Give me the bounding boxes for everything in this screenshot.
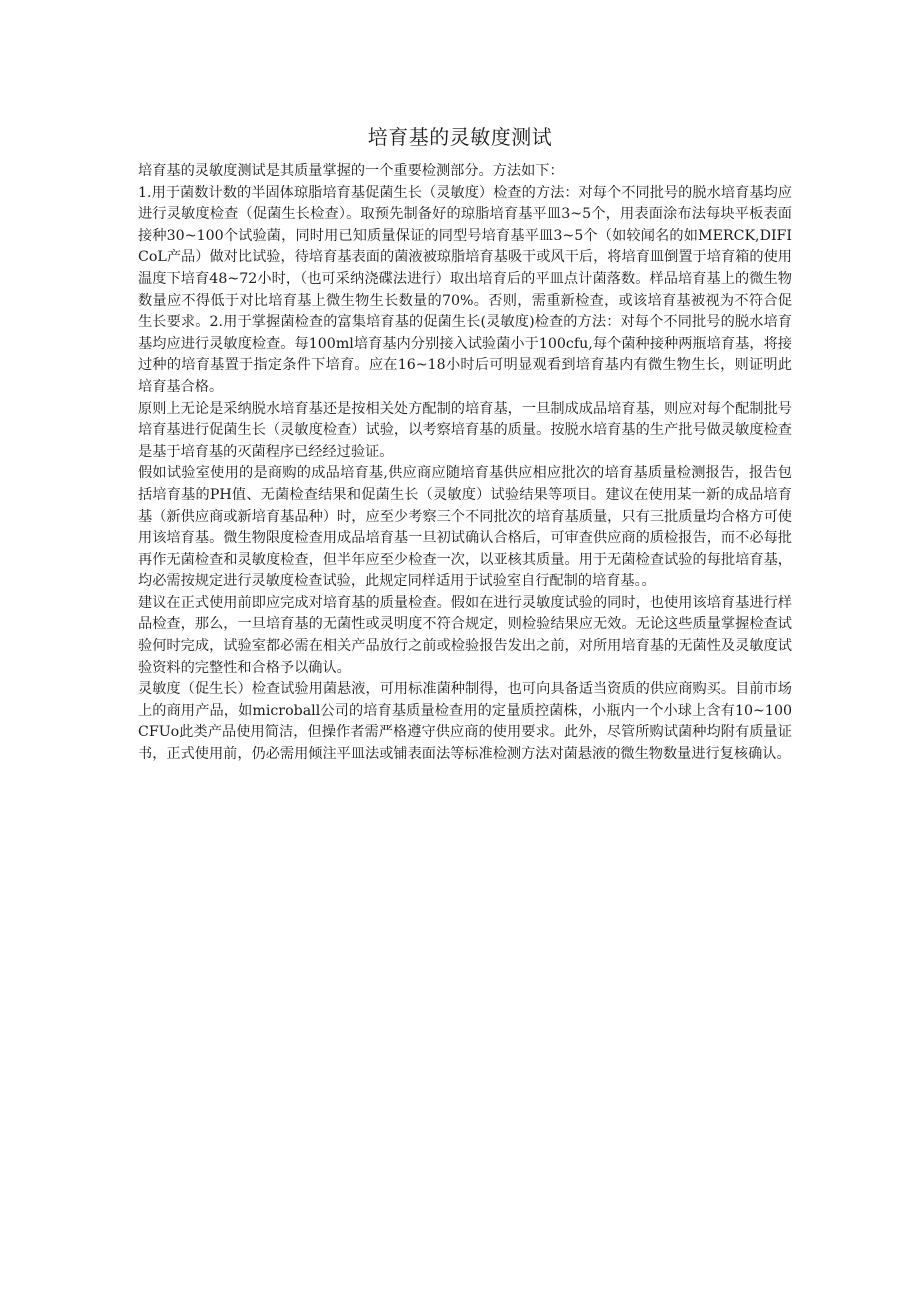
document-title: 培育基的灵敏度测试 (367, 125, 553, 149)
paragraph-methods: 1.用于菌数计数的半固体琼脂培育基促菌生长（灵敏度）检查的方法：对每个不同批号的脱水培育基均应进行灵敏度检查（促菌生长检查）。取预先制备好的琼脂培育基平皿3~5个，用表面涂布法每块平板表面接种30~100个试验菌，同时用已知质量保证的同型号培育基平皿3~5个（如较闻名的如MERCK,DIFICoL产品）做对比试验，待培育基表面的菌液被琼脂培育基吸干或风干后，将培育皿倒置于培育箱的使用温度下培育48~72小时，（也可采纳浇碟法进行）取出培育后的平皿点计菌落数。样品培育基上的微生物数量应不得低于对比培育基上微生物生长数量的70%。否则，需重新检查，或该培育基被视为不符合促生长要求。2.用于掌握菌检查的富集培育基的促菌生长(灵敏度)检查的方法：对每个不同批号的脱水培育基均应进行灵敏度检查。每100ml培育基内分别接入试验菌小于100cfu,每个菌种接种两瓶培育基，将接过种的培育基置于指定条件下培育。应在16~18小时后可明显观看到培育基内有微生物生长，则证明此培育基合格。 (138, 184, 792, 395)
paragraph-commercial-media: 假如试验室使用的是商购的成品培育基,供应商应随培育基供应相应批次的培育基质量检测报告，报告包括培育基的PH值、无菌检查结果和促菌生长（灵敏度）试验结果等项目。建议在使用某一新的成品培育基（新供应商或新培育基品种）时，应至少考察三个不同批次的培育基质量，只有三批质量均合格方可使用该培育基。微生物限度检查用成品培育基一旦初试确认合格后，可审查供应商的质检报告，而不必每批再作无菌检查和灵敏度检查，但半年应至少检查一次，以亚核其质量。用于无菌检查试验的每批培育基，均必需按规定进行灵敏度检查试验，此规定同样适用于试验室自行配制的培育基。。 (138, 465, 792, 590)
paragraph-intro: 培育基的灵敏度测试是其质量掌握的一个重要检测部分。方法如下： (138, 163, 564, 179)
document-body (138, 161, 792, 766)
paragraph-principle: 原则上无论是采纳脱水培育基还是按相关处方配制的培育基，一旦制成成品培育基，则应对每个配制批号培育基进行促菌生长（灵敏度检查）试验，以考察培育基的质量。按脱水培育基的生产批号做灵敏度检查是基于培育基的灭菌程序已经经过验证。 (138, 400, 792, 460)
paragraph-suspension: 灵敏度（促生长）检查试验用菌悬液，可用标准菌种制得，也可向具备适当资质的供应商购买。目前市场上的商用产品，如microball公司的培育基质量检查用的定量质控菌株，小瓶内一个小球上含有10~100CFUo此类产品使用简洁，但操作者需严格遵守供应商的使用要求。此外，尽管所购试菌种均附有质量证书，正式使用前，仍必需用倾注平皿法或铺表面法等标准检测方法对菌悬液的微生物数量进行复核确认。 (138, 681, 792, 763)
paragraph-recommendation: 建议在正式使用前即应完成对培育基的质量检查。假如在进行灵敏度试验的同时，也使用该培育基进行样品检查，那么，一旦培育基的无菌性或灵明度不符合规定，则检验结果应无效。无论这些质量掌握检查试验何时完成，试验室都必需在相关产品放行之前或检验报告发出之前，对所用培育基的无菌性及灵敏度试验资料的完整性和合格予以确认。 (138, 594, 792, 676)
